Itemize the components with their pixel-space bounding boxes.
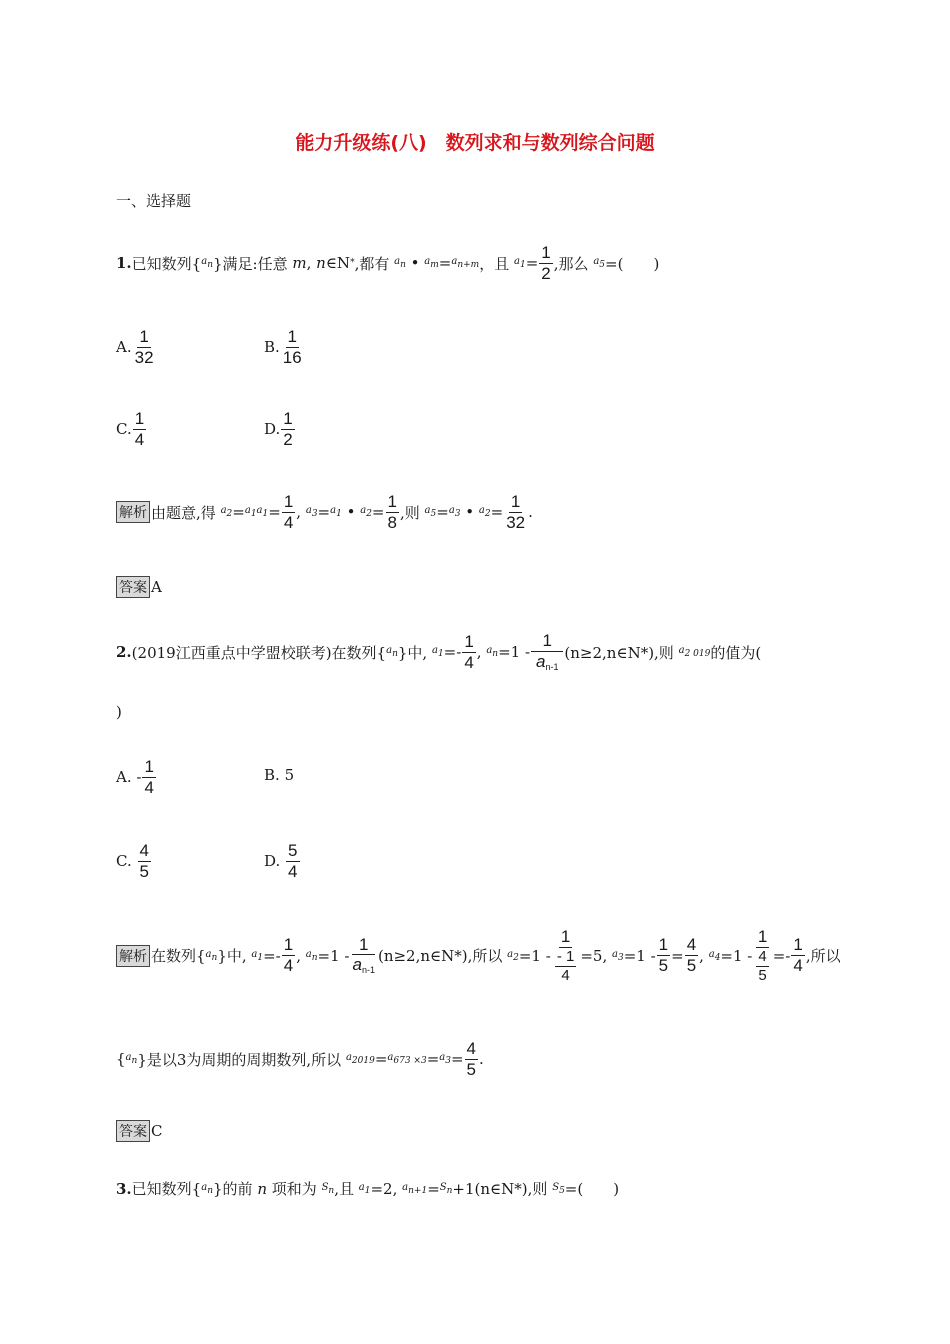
option-a[interactable]: A. $\frac{1}{32}$ <box>116 327 154 367</box>
solution-tag: 解析 <box>116 501 150 523</box>
option-c[interactable]: C. $\frac{4}{5}$ <box>116 841 149 881</box>
section-heading: 一、选择题 <box>116 192 192 210</box>
page-title: 能力升级练(八) 数列求和与数列综合问题 <box>295 132 655 154</box>
question-2: 2. (2019江西重点中学盟校联考)在数列{ an }中, a1 =- $\frac{1}{4}$ , an =1 - $\frac{1}{a_{n-1}}$ (n≥2,n∈N*),则 a2 019 的值为( <box>116 631 762 672</box>
solution-1: 解析 由题意,得 a2 = a1a1 = $\frac{1}{4}$ , a3 = a1 • a2 = $\frac{1}{8}$ ,则 a5 = a3 • a2 = $\frac{1}{32}$ . <box>116 493 533 532</box>
answer-tag: 答案 <box>116 576 150 598</box>
answer-value: A <box>151 578 162 596</box>
option-d[interactable]: D. $\frac{1}{2}$ <box>264 409 293 449</box>
question-1: 1. 已知数列{ an }满足:任意 m , n ∈N * ,都有 an • am = an+m ，且 a1 = $\frac{1}{2}$ ,那么 a5 =( ) <box>116 243 660 283</box>
solution-2-line-2: { an }是以3为周期的周期数列,所以 a2019 = a673 ×3 = a3 = $\frac{4}{5}$ . <box>116 1039 484 1079</box>
option-d[interactable]: D. $\frac{5}{4}$ <box>264 841 298 881</box>
option-c[interactable]: C. $\frac{1}{4}$ <box>116 409 145 449</box>
question-3: 3. 已知数列{ an }的前 n 项和为 Sn ,且 a1 =2, an+1 = Sn +1 (n∈N*),则 S5 =( ) <box>116 1179 620 1198</box>
answer-1 <box>116 576 162 598</box>
answer-value: C <box>151 1122 163 1140</box>
option-b[interactable]: B. $\frac{1}{16}$ <box>264 327 302 367</box>
option-a[interactable]: A. - $\frac{1}{4}$ <box>116 757 154 797</box>
option-b[interactable]: B. 5 <box>264 766 295 784</box>
question-number: 1. <box>116 254 132 273</box>
fraction: $\frac{1}{2}$ <box>541 243 551 283</box>
solution-2: 解析 在数列{ an }中, a1 =- $\frac{1}{4}$ , an =1 - $\frac{1}{a_{n-1}}$ (n≥2,n∈N*),所以 a2 =1 - $\frac{1}{\frac{- 1}{4}}$ =5, a3 =1 - $\frac{1}{5}$ = $\frac{4}{5}$ , a4 =1 - $\frac{1}{\frac{4}{5}}$ =- $\frac{1}{4}$ ,所以 <box>116 928 841 983</box>
answer-2: 答案 C <box>116 1120 162 1142</box>
